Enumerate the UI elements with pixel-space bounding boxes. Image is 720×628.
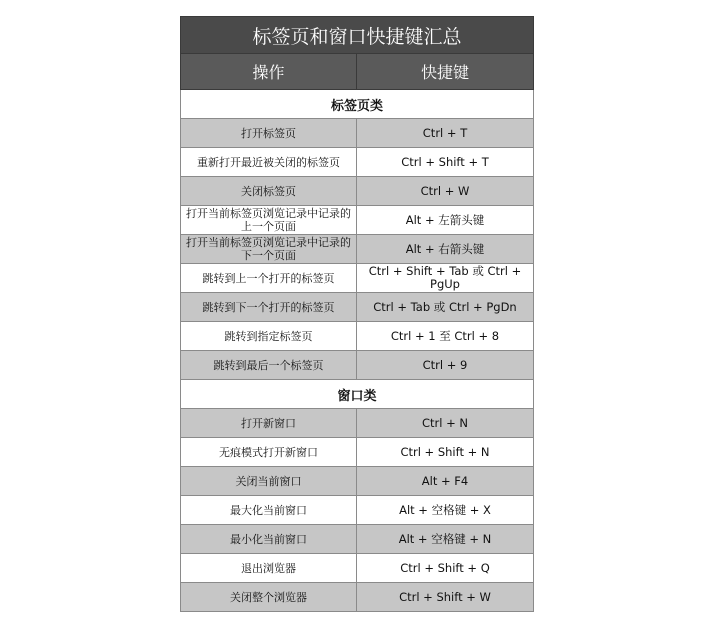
table-row: [180, 438, 534, 467]
table-row: [180, 148, 534, 177]
table-row: [180, 119, 534, 148]
table-row: [180, 409, 534, 438]
action-cell: 跳转到下一个打开的标签页: [181, 293, 357, 321]
table-row: [180, 177, 534, 206]
action-cell: 关闭整个浏览器: [181, 583, 357, 611]
action-cell: 跳转到上一个打开的标签页: [181, 264, 357, 292]
shortcut-cell: Alt + 空格键 + X: [399, 502, 491, 517]
table-row: [180, 467, 534, 496]
action-cell: 跳转到最后一个标签页: [181, 351, 357, 379]
table-row: [180, 496, 534, 525]
shortcut-cell: Ctrl + 1 至 Ctrl + 8: [390, 328, 500, 343]
shortcut-cell: Alt + 右箭头键: [405, 241, 485, 256]
shortcut-cell: Ctrl + Shift + Q: [400, 560, 490, 575]
shortcut-cell: Ctrl + Shift + T: [401, 154, 489, 169]
table-row: [180, 264, 534, 293]
shortcut-cell: Alt + 左箭头键: [405, 212, 485, 227]
shortcut-cell: Ctrl + Tab 或 Ctrl + PgDn: [373, 299, 517, 314]
action-cell: 打开标签页: [181, 119, 357, 147]
table-row: [180, 235, 534, 264]
action-cell: 打开新窗口: [181, 409, 357, 437]
section-heading: 窗口类: [180, 380, 534, 409]
table-row: [180, 554, 534, 583]
action-cell: 跳转到指定标签页: [181, 322, 357, 350]
shortcut-cell: Ctrl + N: [421, 415, 468, 430]
header-action: 操作: [181, 54, 357, 89]
table-row: [180, 351, 534, 380]
shortcut-cell: Ctrl + Shift + N: [400, 444, 490, 459]
action-cell: 最大化当前窗口: [181, 496, 357, 524]
shortcut-cell: Alt + 空格键 + N: [398, 531, 492, 546]
table-row: [180, 322, 534, 351]
shortcut-cell: Ctrl + Shift + W: [399, 589, 491, 604]
table-title: 标签页和窗口快捷键汇总: [180, 16, 534, 54]
action-cell: 无痕模式打开新窗口: [181, 438, 357, 466]
action-cell: 打开当前标签页浏览记录中记录的上一个页面: [181, 206, 357, 234]
table-row: [180, 206, 534, 235]
action-cell: 退出浏览器: [181, 554, 357, 582]
action-cell: 重新打开最近被关闭的标签页: [181, 148, 357, 176]
shortcut-cell: Ctrl + 9: [422, 357, 468, 372]
table-row: [180, 525, 534, 554]
table-body: [180, 90, 534, 612]
shortcut-cell: Alt + F4: [421, 473, 469, 488]
header-shortcut: 快捷键: [420, 63, 469, 82]
table-header: [180, 54, 534, 90]
action-cell: 最小化当前窗口: [181, 525, 357, 553]
action-cell: 打开当前标签页浏览记录中记录的下一个页面: [181, 235, 357, 263]
shortcut-cell: Ctrl + Shift + Tab 或 Ctrl + PgUp: [368, 264, 522, 291]
shortcut-table: [180, 16, 534, 612]
table-row: [180, 583, 534, 612]
shortcut-cell: Ctrl + T: [422, 125, 468, 140]
table-row: [180, 293, 534, 322]
action-cell: 关闭标签页: [181, 177, 357, 205]
action-cell: 关闭当前窗口: [181, 467, 357, 495]
section-heading: 标签页类: [180, 90, 534, 119]
shortcut-cell: Ctrl + W: [420, 183, 470, 198]
